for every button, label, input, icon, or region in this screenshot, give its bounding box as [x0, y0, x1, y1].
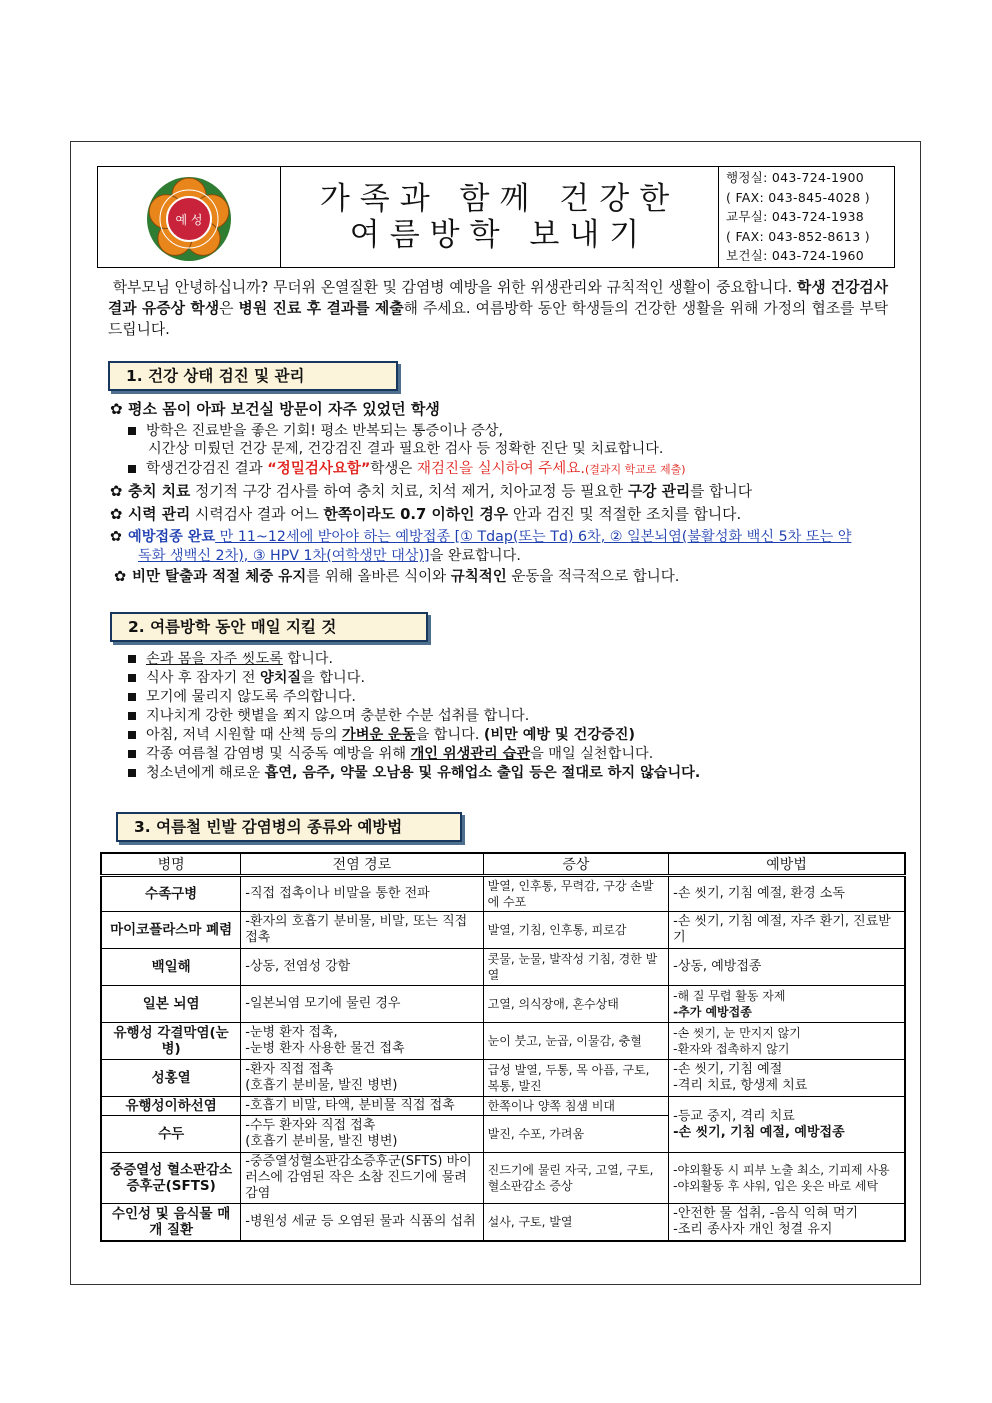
cell-prevention [669, 986, 905, 1023]
contact-teachers: 교무실: 043-724-1938 [726, 209, 865, 224]
cell-disease [101, 912, 241, 949]
page-title [281, 167, 719, 267]
table-header-row [101, 853, 905, 876]
square-bullet-icon [128, 693, 136, 701]
table-row [101, 1153, 905, 1204]
cell-text: -손 씻기, 눈 만지지 않기 [673, 1026, 801, 1040]
s1-item-3-end: 안과 검진 및 적절한 조치를 합니다. [508, 506, 742, 523]
square-bullet-icon [128, 769, 136, 777]
cell-text: 눈이 붓고, 눈곱, 이물감, 충혈 [487, 1034, 642, 1048]
s1-item-3-bold-2: 한쪽이라도 0.7 이하인 경우 [323, 506, 509, 523]
cell-route [241, 949, 483, 986]
cell-text: 중증열성 혈소판감소 증후군(SFTS) [110, 1162, 233, 1194]
cell-route [241, 912, 483, 949]
cell-text: (호흡기 분비물, 발진 병변) [245, 1078, 398, 1093]
cell-text: -손 씻기, 기침 예절, 환경 소독 [673, 886, 845, 901]
th-symptom: 증상 [483, 853, 668, 876]
s1-item-2 [110, 483, 752, 501]
square-bullet-icon [128, 655, 136, 663]
s2-item-1-end: 합니다. [282, 651, 334, 667]
th-route: 전염 경로 [241, 853, 483, 876]
s1-item-1-sub-1 [128, 422, 503, 440]
cell-text: -상동, 전염성 강함 [245, 959, 351, 974]
cell-route [241, 1023, 483, 1060]
s1-item-5-b3: 규칙적인 [450, 569, 507, 585]
s1-item-1-title: 평소 몸이 아파 보건실 방문이 자주 있었던 학생 [128, 400, 440, 418]
square-bullet-icon [128, 731, 136, 739]
flower-bullet-icon: ✿ [110, 400, 123, 418]
school-emblem-icon [98, 167, 280, 267]
s2-item-7-bold: 흡연, 음주, 약물 오남용 및 유해업소 출입 등은 절대로 하지 않습니다. [264, 765, 701, 781]
cell-prevention [669, 1060, 905, 1097]
cell-disease [101, 1023, 241, 1060]
cell-route [241, 986, 483, 1023]
cell-text: -호흡기 비말, 타액, 분비물 직접 접촉 [245, 1098, 455, 1113]
cell-text: -병원성 세균 등 오염된 물과 식품의 섭취 [245, 1213, 476, 1229]
s1-item-4-bold: 예방접종 완료 [128, 529, 216, 545]
intro-bold-1: 학생 건강검사 결과 유증상 학생 [108, 279, 888, 317]
intro-text-2: 은 [219, 300, 239, 317]
s2-item-1-underline: 손과 몸을 자주 씻도록 [146, 651, 283, 667]
flower-bullet-icon: ✿ [110, 483, 123, 500]
s2-item-6-pre: 각종 여름철 감염병 및 식중독 예방을 위해 [146, 746, 411, 762]
table-row [101, 912, 905, 949]
flower-bullet-icon: ✿ [114, 569, 127, 585]
s1-item-5-end: 운동을 적극적으로 합니다. [506, 569, 680, 585]
cell-symptom [483, 986, 668, 1023]
cell-symptom [483, 949, 668, 986]
s1-item-4-text-1: 만 11~12세에 받아야 하는 예방접종 [① Tdap(또는 Td) 6차, ② 일본뇌염(불활성화 백신 5차 또는 약 [215, 529, 852, 545]
intro-text-3: 해 주세요. 여름방학 동안 학생들의 건강한 생활을 위해 가정의 협조를 부탁드립니다. [108, 300, 888, 338]
cell-disease [101, 1097, 241, 1116]
s1-item-2-bold-2: 구강 관리 [627, 483, 691, 500]
cell-route [241, 876, 483, 912]
cell-text: -조리 종사자 개인 청결 유지 [673, 1221, 833, 1237]
cell-text: 발열, 기침, 인후통, 피로감 [487, 923, 627, 937]
s1-item-1-sub-1b [148, 440, 663, 458]
s1-item-3 [110, 506, 741, 524]
cell-text: 설사, 구토, 발열 [487, 1214, 573, 1229]
s1-item-1 [110, 400, 440, 418]
cell-disease [101, 1204, 241, 1241]
cell-text: -환자와 접촉하지 않기 [673, 1042, 790, 1056]
cell-text: 마이코플라스마 폐렴 [110, 922, 233, 938]
cell-text: -눈병 환자 접촉, [245, 1025, 338, 1040]
cell-text: (호흡기 분비물, 발진 병변) [245, 1134, 398, 1149]
cell-symptom [483, 1023, 668, 1060]
cell-text: -손 씻기, 기침 예절, 예방접종 [673, 1124, 845, 1140]
cell-text: 수두 [158, 1126, 185, 1142]
cell-text: 진드기에 물린 자국, 고열, 구토, 혈소판감소 증상 [487, 1163, 654, 1193]
s2-item-3-text: 모기에 물리지 않도록 주의합니다. [146, 689, 356, 705]
contact-teachers-fax: ( FAX: 043-852-8613 ) [726, 228, 870, 244]
s2-item-3 [128, 688, 356, 706]
cell-text: -등교 중지, 격리 치료 [673, 1108, 795, 1124]
intro-paragraph [108, 277, 888, 340]
cell-text: -손 씻기, 기침 예절, 자주 환기, 진료받기 [673, 914, 891, 945]
cell-symptom [483, 876, 668, 912]
cell-disease [101, 1060, 241, 1097]
s2-item-4 [128, 707, 529, 725]
s2-item-6 [128, 745, 653, 763]
title-line-2: 여름방학 보내기 [349, 217, 650, 253]
s1-sub-2-red-2: 재검진을 실시하여 주세요. [417, 461, 585, 477]
s1-sub-2-pre: 학생건강검진 결과 [146, 461, 268, 477]
s2-item-5-mid: 을 합니다. [415, 727, 484, 743]
th-disease: 병명 [101, 853, 241, 876]
s1-item-4 [110, 528, 851, 546]
cell-route [241, 1097, 483, 1116]
s1-item-5-mid: 를 위해 올바른 식이와 [306, 569, 451, 585]
cell-prevention [669, 912, 905, 949]
square-bullet-icon [128, 674, 136, 682]
cell-text: 성홍열 [151, 1070, 191, 1086]
cell-prevention [669, 1023, 905, 1060]
s1-item-4-line-2 [138, 547, 521, 565]
s1-item-2-text: 정기적 구강 검사를 하여 충치 치료, 치석 제거, 치아교정 등 필요한 [190, 483, 628, 500]
table-row [101, 1060, 905, 1097]
cell-text: -손 씻기, 기침 예절 [673, 1062, 783, 1077]
intro-bold-2: 병원 진료 후 결과를 제출 [238, 300, 404, 317]
cell-prevention [669, 949, 905, 986]
s2-item-2-bold: 양치질 [259, 670, 302, 686]
cell-text: -중증열성혈소판감소증후군(SFTS) 바이러스에 감염된 작은 소참 진드기에 물려 감염 [245, 1154, 472, 1201]
s1-sub-2-mid: 학생은 [370, 461, 418, 477]
table-row [101, 876, 905, 912]
square-bullet-icon [128, 427, 136, 435]
s1-item-4-text-2: 독화 생백신 2차), ③ HPV 1차(여학생만 대상)] [138, 548, 430, 564]
cell-prevention [669, 1204, 905, 1241]
s2-item-7-pre: 청소년에게 해로운 [146, 765, 265, 781]
cell-disease [101, 876, 241, 912]
s2-item-5-bold-2: (비만 예방 및 건강증진) [483, 727, 635, 743]
cell-symptom [483, 1060, 668, 1097]
cell-text: -직접 접촉이나 비말을 통한 전파 [245, 886, 430, 901]
s2-item-6-end: 을 매일 실천합니다. [530, 746, 654, 762]
header-table [97, 166, 895, 268]
s1-item-4-end: 을 완료합니다. [429, 548, 521, 564]
cell-text: 한쪽이나 양쪽 침샘 비대 [487, 1099, 616, 1113]
cell-text: 콧물, 눈물, 발작성 기침, 경한 발열 [487, 952, 658, 982]
square-bullet-icon [128, 750, 136, 758]
s2-item-1 [128, 650, 333, 668]
title-line-1: 가족과 함께 건강한 [319, 181, 680, 217]
s1-sub-2-small: (결과지 학교로 제출) [584, 463, 686, 476]
cell-disease [101, 1153, 241, 1204]
s1-sub-1b: 시간상 미뤘던 건강 문제, 건강검진 결과 필요한 검사 등 정확한 진단 및 치료합니다. [148, 441, 664, 457]
s1-sub-2-red-1: “정밀검사요함” [267, 461, 371, 477]
cell-text: -추가 예방접종 [673, 1005, 752, 1019]
cell-text: -야외활동 시 피부 노출 최소, 기피제 사용 [673, 1163, 890, 1177]
table-row [101, 1023, 905, 1060]
table-row [101, 1204, 905, 1241]
s1-item-5 [114, 568, 679, 586]
s1-item-2-end: 를 합니다 [690, 483, 753, 500]
cell-text: -야외활동 후 샤워, 입은 옷은 바로 세탁 [673, 1179, 879, 1193]
s1-item-3-text: 시력검사 결과 어느 [190, 506, 324, 523]
s2-item-5 [128, 726, 635, 744]
s1-sub-1a: 방학은 진료받을 좋은 기회! 평소 반복되는 통증이나 증상, [146, 423, 503, 439]
contact-admin-fax: ( FAX: 043-845-4028 ) [726, 189, 870, 205]
s2-item-7 [128, 764, 700, 782]
section-3-heading: 3. 여름철 빈발 감염병의 종류와 예방법 [116, 812, 462, 842]
cell-symptom [483, 1204, 668, 1241]
s2-item-5-pre: 아침, 저녁 시원할 때 산책 등의 [146, 727, 343, 743]
s1-item-2-bold: 충치 치료 [128, 483, 191, 500]
table-row [101, 986, 905, 1023]
cell-symptom [483, 1153, 668, 1204]
cell-route [241, 1204, 483, 1241]
cell-symptom [483, 1097, 668, 1116]
s2-item-2-end: 을 합니다. [301, 670, 365, 686]
infection-table [100, 852, 906, 1242]
cell-text: 발진, 수포, 가려움 [487, 1127, 585, 1141]
section-1-heading: 1. 건강 상태 검진 및 관리 [108, 361, 398, 391]
cell-text: -일본뇌염 모기에 물린 경우 [245, 996, 401, 1011]
flower-bullet-icon: ✿ [110, 529, 122, 545]
cell-symptom [483, 1116, 668, 1153]
cell-text: 급성 발열, 두통, 목 아픔, 구토, 복통, 발진 [487, 1063, 650, 1093]
s1-item-5-b2: 적절 체중 유지 [212, 569, 307, 585]
cell-text: -환자 직접 접촉 [245, 1062, 334, 1077]
cell-text: -격리 치료, 항생제 치료 [673, 1078, 808, 1093]
s1-item-1-sub-2 [128, 460, 686, 479]
cell-route [241, 1116, 483, 1153]
cell-text: 수족구병 [145, 886, 198, 902]
table-row [101, 949, 905, 986]
cell-route [241, 1153, 483, 1204]
square-bullet-icon [128, 465, 136, 473]
cell-text: -안전한 물 섭취, -음식 익혀 먹기 [673, 1205, 858, 1221]
cell-text: 유행성이하선염 [125, 1098, 217, 1114]
cell-prevention [669, 876, 905, 912]
square-bullet-icon [128, 712, 136, 720]
section-2-heading: 2. 여름방학 동안 매일 지킬 것 [110, 612, 428, 642]
table-row [101, 1097, 905, 1116]
intro-text-1: 학부모님 안녕하십니까? 무더위 온열질환 및 감염병 예방을 위한 위생관리와 규칙적인 생활이 중요합니다. [112, 279, 798, 296]
cell-text: -환자의 호흡기 분비물, 비말, 또는 직접 접촉 [245, 914, 468, 945]
cell-symptom [483, 912, 668, 949]
cell-disease [101, 986, 241, 1023]
s2-item-5-bold: 가벼운 운동 [342, 727, 416, 743]
cell-text: 유행성 각결막염(눈병) [113, 1025, 229, 1057]
cell-text: -해 질 무렵 활동 자제 [673, 989, 786, 1003]
s2-item-2-pre: 식사 후 잠자기 전 [146, 670, 260, 686]
cell-text: 고열, 의식장애, 혼수상태 [487, 997, 619, 1011]
th-prevention: 예방법 [669, 853, 905, 876]
s2-item-4-text: 지나치게 강한 햇볕을 쬐지 않으며 충분한 수분 섭취를 합니다. [146, 708, 530, 724]
cell-text: -수두 환자와 직접 접촉 [245, 1118, 376, 1133]
s2-item-2 [128, 669, 365, 687]
cell-disease [101, 1116, 241, 1153]
cell-text: 일본 뇌염 [142, 996, 200, 1012]
s1-item-3-bold: 시력 관리 [128, 506, 191, 523]
cell-text: 수인성 및 음식물 매개 질환 [111, 1205, 231, 1238]
contact-health: 보건실: 043-724-1960 [726, 248, 865, 263]
cell-prevention [669, 1097, 905, 1153]
s1-item-5-pre: 비만 탈출 [132, 569, 194, 585]
cell-text: 백일해 [151, 959, 191, 975]
flower-bullet-icon: ✿ [110, 506, 123, 523]
cell-disease [101, 949, 241, 986]
s1-item-5-b1: 과 [193, 569, 213, 585]
contact-info [719, 167, 894, 267]
s2-item-6-bold: 개인 위생관리 습관 [410, 746, 531, 762]
cell-prevention [669, 1153, 905, 1204]
contact-admin: 행정실: 043-724-1900 [726, 170, 865, 185]
logo-text: 예 성 [175, 213, 203, 227]
cell-text: -눈병 환자 사용한 물건 접촉 [245, 1041, 405, 1056]
cell-text: -상동, 예방접종 [673, 959, 762, 974]
cell-route [241, 1060, 483, 1097]
cell-text: 발열, 인후통, 무력감, 구강 손발에 수포 [487, 879, 654, 909]
school-logo [98, 167, 281, 267]
